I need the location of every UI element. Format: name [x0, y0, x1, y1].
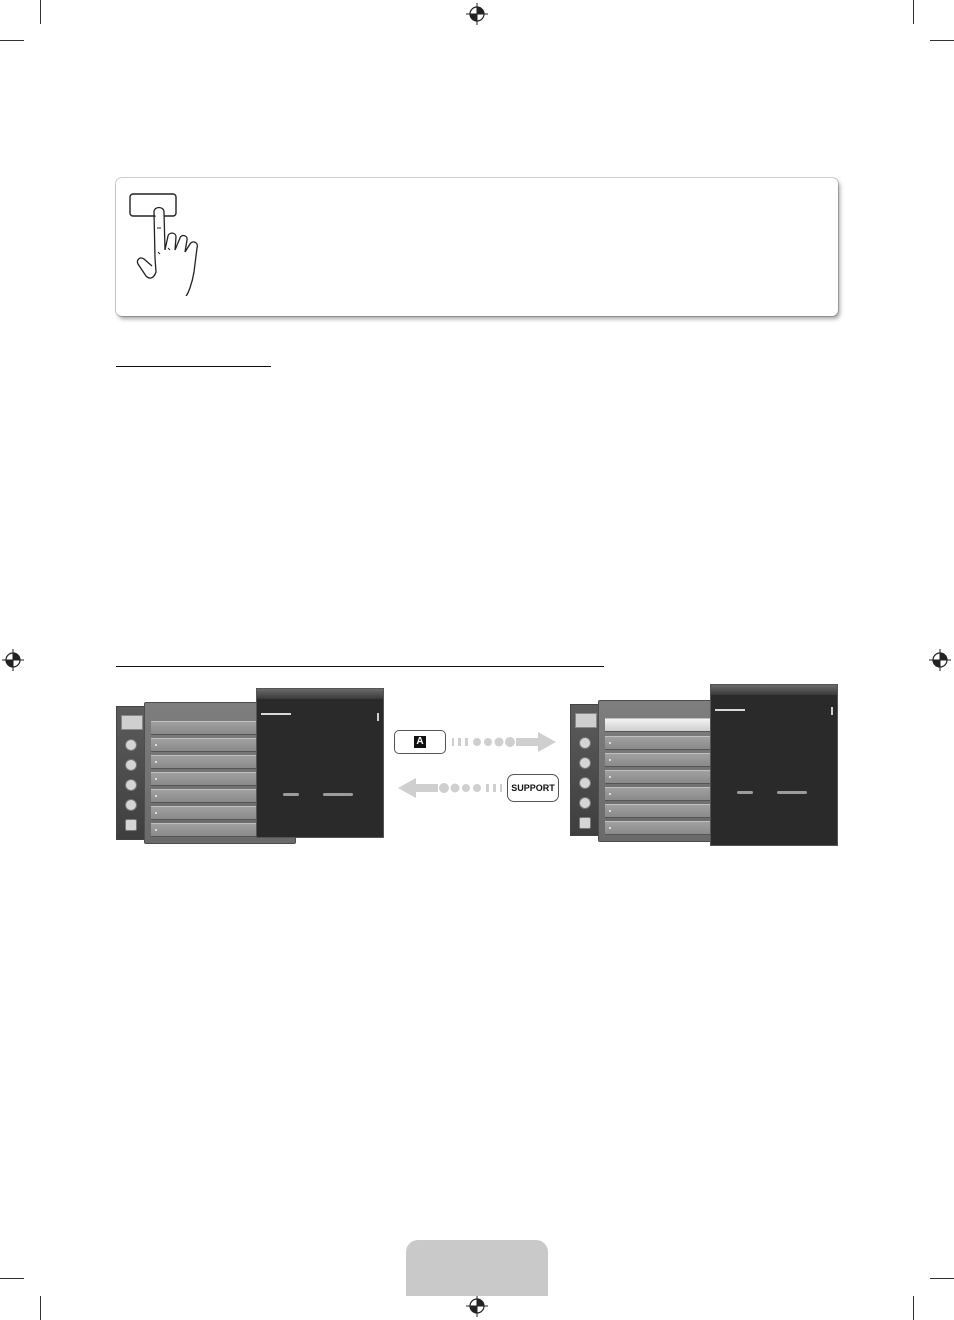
support-button[interactable]: SUPPORT: [507, 774, 559, 802]
crop-mark-top-right-v: [913, 0, 914, 24]
e-manual-option: [283, 793, 299, 796]
menu-icon-column: [570, 704, 600, 836]
picture-thumbnail-icon: [575, 713, 597, 728]
page-number-tab: [406, 1240, 548, 1296]
crop-mark-top-left-h: [0, 40, 24, 41]
a-button[interactable]: [394, 730, 446, 754]
channel-icon: [579, 737, 591, 749]
registration-mark-icon: [466, 3, 488, 25]
picture-icon: [125, 759, 137, 771]
picture-thumbnail-icon: [121, 715, 143, 730]
e-manual-top-bar: [711, 685, 837, 695]
menu-icon-column: [116, 706, 146, 840]
arrow-right-icon: [452, 732, 556, 752]
hand-pressing-button-icon: [128, 192, 224, 296]
channel-icon: [125, 739, 137, 751]
e-manual-tab: [715, 709, 745, 711]
sound-icon: [579, 777, 591, 789]
e-manual-panel: [710, 684, 838, 846]
registration-mark-icon: [2, 649, 24, 671]
sound-icon: [125, 779, 137, 791]
tv-menu-screenshot-right: [570, 684, 838, 846]
crop-mark-bottom-right-h: [930, 1278, 954, 1279]
crop-mark-top-right-h: [930, 40, 954, 41]
crop-mark-top-left-v: [40, 0, 41, 24]
arrow-left-icon: [398, 778, 502, 798]
crop-mark-bottom-left-v: [40, 1296, 41, 1320]
e-manual-option: [737, 791, 753, 794]
e-manual-tab: [261, 713, 291, 715]
scrollbar[interactable]: [831, 707, 833, 715]
section-heading-underline: [116, 666, 604, 667]
registration-mark-icon: [466, 1295, 488, 1317]
gear-icon: [125, 799, 137, 811]
tv-menu-screenshot-left: [116, 688, 384, 844]
support-icon: [125, 819, 137, 831]
section-heading-underline: [116, 366, 271, 367]
gear-icon: [579, 797, 591, 809]
a-key-label: A: [414, 736, 426, 748]
crop-mark-bottom-right-v: [913, 1296, 914, 1320]
e-manual-panel: [256, 688, 384, 838]
picture-icon: [579, 757, 591, 769]
remote-button-panel: [116, 178, 838, 316]
support-icon: [579, 817, 591, 829]
crop-mark-bottom-left-h: [0, 1278, 24, 1279]
e-manual-top-bar: [257, 689, 383, 699]
e-manual-option: [323, 793, 353, 796]
registration-mark-icon: [929, 649, 951, 671]
scrollbar[interactable]: [377, 713, 379, 721]
e-manual-option: [777, 791, 807, 794]
